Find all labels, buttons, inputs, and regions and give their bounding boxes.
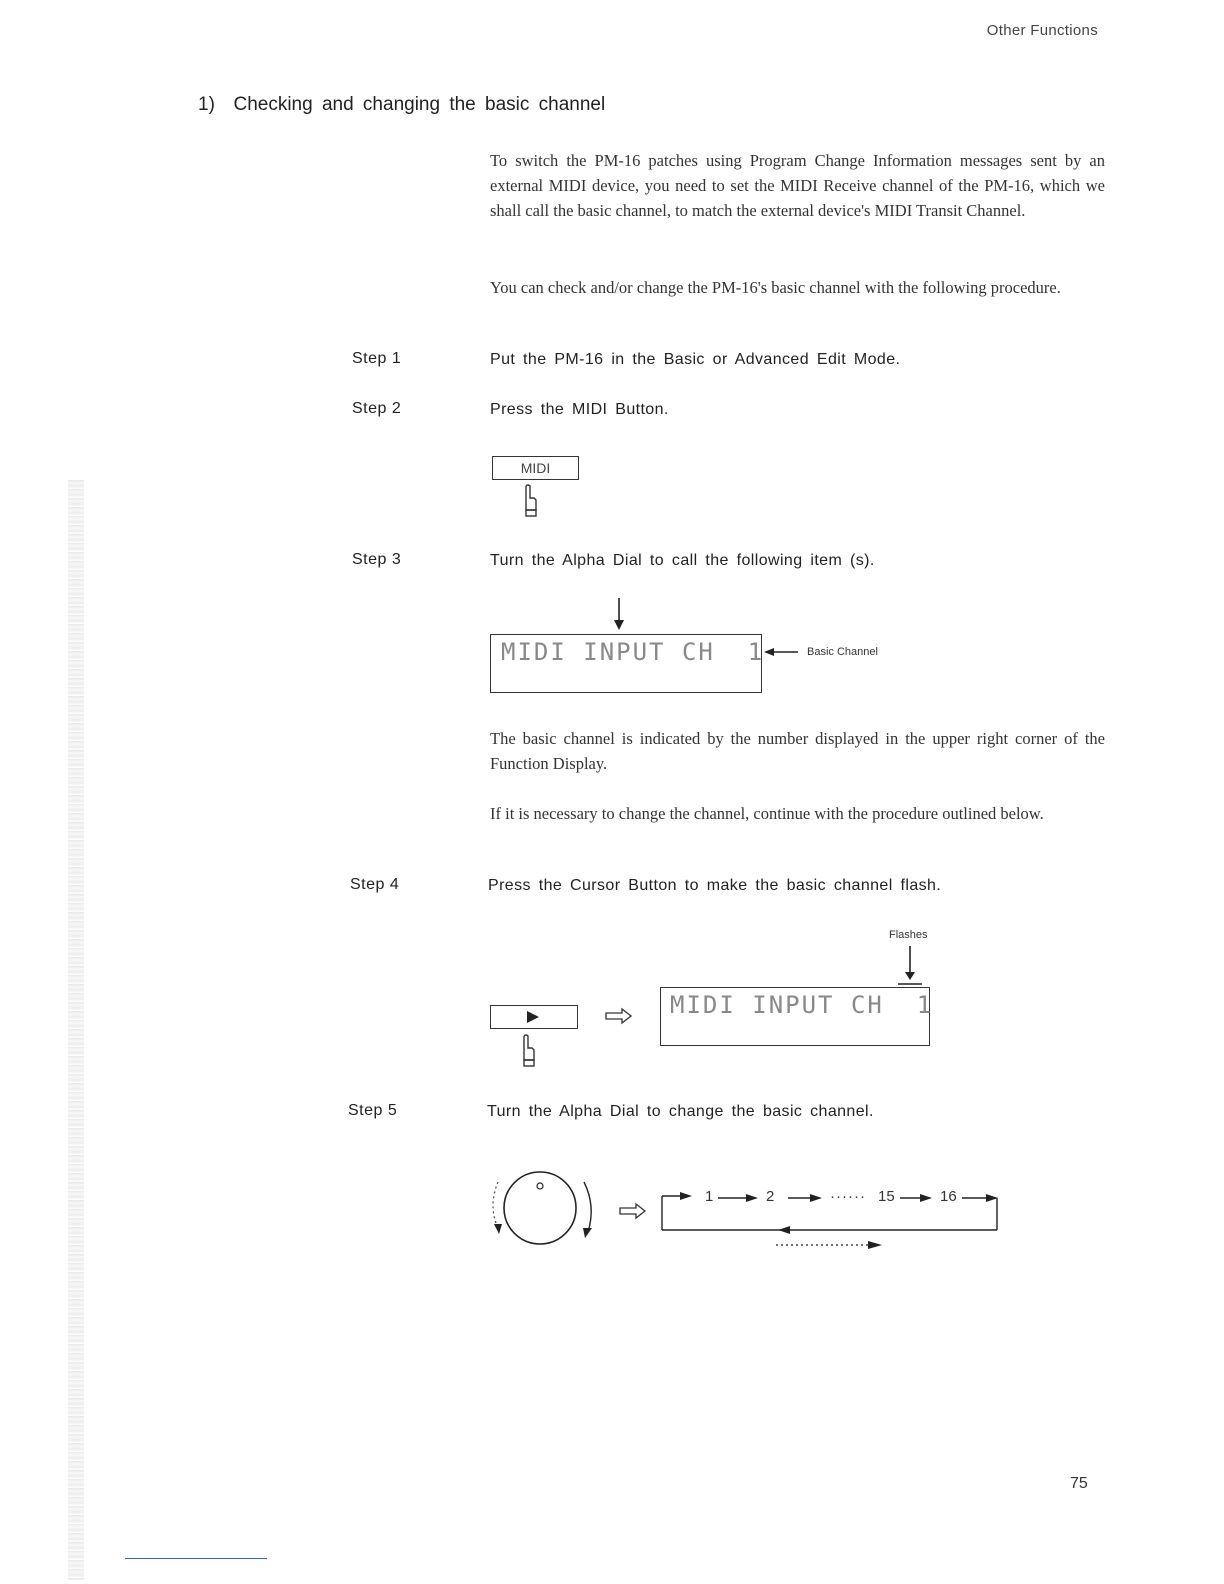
left-arrow-icon	[762, 645, 802, 659]
page-number: 75	[1070, 1475, 1088, 1492]
after-step3-paragraph-2: If it is necessary to change the channel, continue with the procedure outlined below.	[490, 804, 1044, 823]
display-2-line: MIDI INPUT CH 1	[670, 991, 934, 1019]
step-2-text: Press the MIDI Button.	[490, 401, 669, 418]
channel-1-label: 1	[705, 1188, 714, 1205]
flashes-annotation: Flashes	[889, 929, 928, 941]
step-3-text: Turn the Alpha Dial to call the following item (s).	[490, 552, 875, 569]
hollow-arrow-icon	[604, 1006, 634, 1026]
channel-16-label: 16	[940, 1188, 957, 1205]
display-1-line: MIDI INPUT CH 1	[501, 638, 765, 666]
after-step3-paragraph-1: The basic channel is indicated by the number displayed in the upper right corner of the Function Display.	[490, 729, 1105, 773]
step-4-label: Step 4	[350, 876, 400, 893]
basic-channel-annotation: Basic Channel	[807, 646, 878, 658]
channel-15-label: 15	[878, 1188, 895, 1205]
pointing-hand-icon	[522, 484, 542, 520]
intro-paragraph-1: To switch the PM-16 patches using Program Change Information messages sent by an external MIDI device, you need to set the MIDI Receive channel of the PM-16, which we shall call the basic channel, to match the external device's MIDI Transit Channel.	[490, 151, 1105, 220]
step-5-text: Turn the Alpha Dial to change the basic channel.	[487, 1103, 874, 1120]
pointing-hand-icon	[520, 1034, 540, 1070]
cursor-button[interactable]	[490, 1005, 578, 1029]
function-display-2	[660, 987, 934, 1046]
channel-cycle-diagram	[660, 1186, 1000, 1256]
running-header: Other Functions	[986, 22, 1098, 39]
step-5-label: Step 5	[348, 1102, 398, 1119]
step-1-text: Put the PM-16 in the Basic or Advanced Edit Mode.	[490, 351, 901, 368]
section-title: Checking and changing the basic channel	[233, 94, 606, 115]
down-arrow-icon	[612, 598, 626, 632]
section-number: 1)	[198, 94, 215, 115]
midi-button[interactable]: MIDI	[492, 456, 579, 480]
step-2-label: Step 2	[352, 400, 402, 417]
scan-edge-artifact	[68, 480, 84, 1580]
right-triangle-icon	[526, 1010, 540, 1024]
step-4-text: Press the Cursor Button to make the basic channel flash.	[488, 877, 942, 894]
hollow-arrow-icon	[618, 1201, 648, 1221]
down-arrow-icon	[898, 946, 926, 986]
channel-dots: ······	[830, 1188, 866, 1205]
step-1-label: Step 1	[352, 350, 402, 367]
channel-2-label: 2	[766, 1188, 775, 1205]
intro-paragraph-2: You can check and/or change the PM-16's basic channel with the following procedure.	[490, 278, 1061, 297]
section-heading	[198, 94, 605, 116]
alpha-dial-icon	[484, 1166, 600, 1252]
footer-rule	[125, 1558, 267, 1559]
function-display-1	[490, 634, 765, 693]
step-3-label: Step 3	[352, 551, 402, 568]
